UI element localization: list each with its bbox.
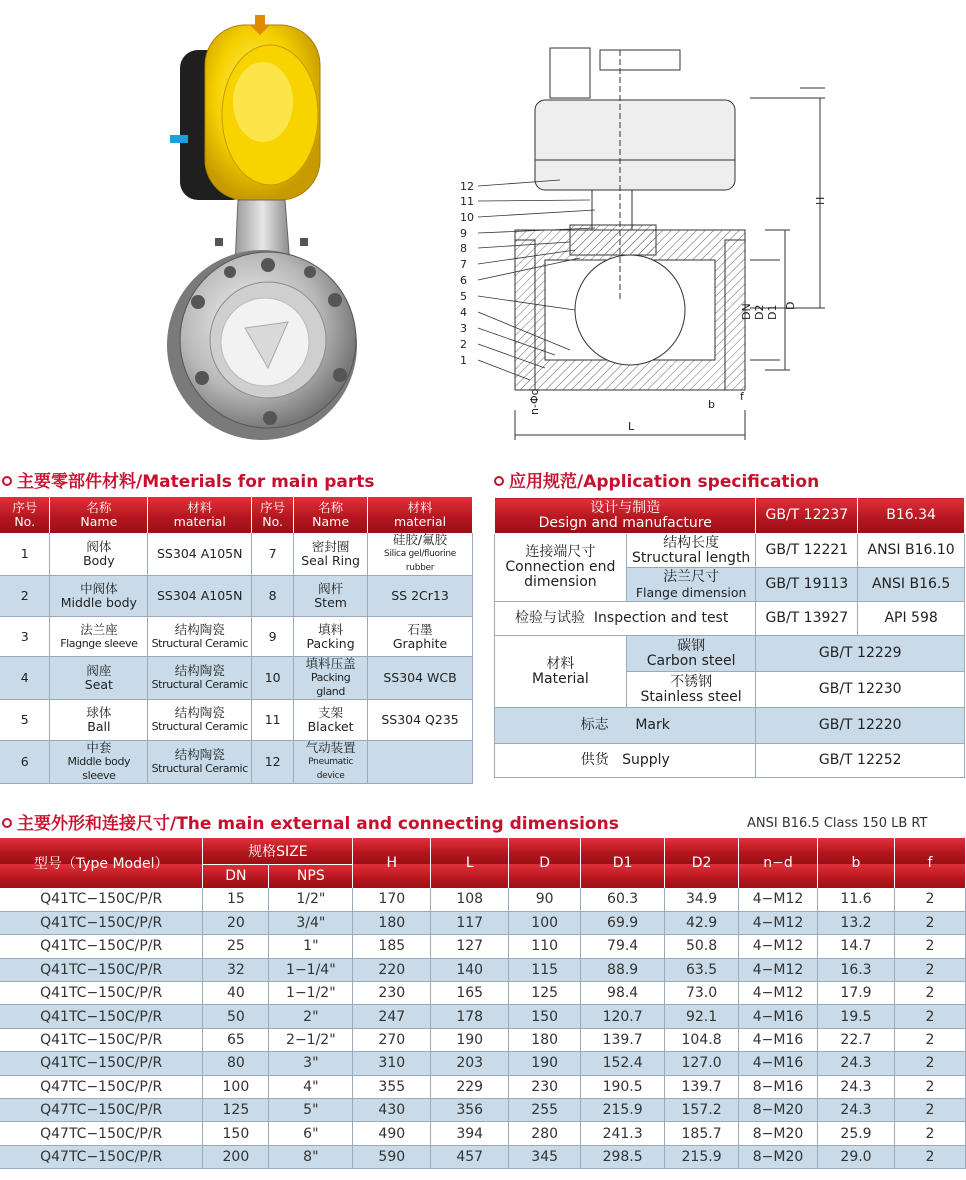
table-cell: 1" <box>269 935 353 958</box>
table-row <box>0 1075 966 1098</box>
table-cell: Q41TC−150C/P/R <box>0 935 203 958</box>
table-cell: 25.9 <box>818 1122 895 1145</box>
table-cell: Q41TC−150C/P/R <box>0 982 203 1005</box>
table-cell: 255 <box>509 1099 581 1122</box>
table-cell: 185.7 <box>665 1122 739 1145</box>
table-cell: 2 <box>894 1005 965 1028</box>
table-cell: 345 <box>509 1145 581 1168</box>
table-cell: 457 <box>431 1145 509 1168</box>
dim-D1-label: D1 <box>766 304 779 320</box>
table-cell: 11.6 <box>818 888 895 911</box>
table-cell: 40 <box>203 982 269 1005</box>
table-cell: 92.1 <box>665 1005 739 1028</box>
table-cell: 430 <box>353 1099 431 1122</box>
table-cell: 2 <box>894 888 965 911</box>
table-cell: 490 <box>353 1122 431 1145</box>
application-table: 设计与制造 Design and manufacture GB/T 12237 B16.34 连接端尺寸 Connection end dimension 结构长度 Structural length GB/T 12221 ANSI B16.10 法兰尺寸 Flange dimension GB/T 19113 ANSI B16.5 检验与试验 Inspection and test GB/T 13927 API 598 材料 Material 碳钢 Carbon steel GB/T 12229 不锈钢 Stainless steel GB/T 12230 标志 Mark GB/T 12220 供货 Supply GB/T 12252 <box>494 497 965 778</box>
table-cell: 152.4 <box>581 1052 665 1075</box>
table-cell: 139.7 <box>581 1028 665 1051</box>
table-cell: 34.9 <box>665 888 739 911</box>
table-row <box>0 1005 966 1028</box>
table-cell: 139.7 <box>665 1075 739 1098</box>
table-cell: 215.9 <box>665 1145 739 1168</box>
part-label: 2 <box>460 338 467 351</box>
part-label: 1 <box>460 354 467 367</box>
table-cell: 24.3 <box>818 1075 895 1098</box>
table-cell: 220 <box>353 958 431 981</box>
table-row <box>0 1099 966 1122</box>
table-cell: 3" <box>269 1052 353 1075</box>
table-cell: 2" <box>269 1005 353 1028</box>
table-cell: 241.3 <box>581 1122 665 1145</box>
table-cell: 42.9 <box>665 911 739 934</box>
materials-table: 序号 No. 名称 Name 材料 material 序号 No. 名称 Name 材料 material 1 阀体 Body SS304 A105N 7 密封圈 Seal Ring 硅胶/氟胶 Silica gel/fluorine rubber 2 中阀体 Middle body SS304 A105N 8 阀杆 Stem SS 2Cr13 3 法兰座 Flagnge sleeve 结构陶瓷 Structural Ceramic 9 填料 Packing 石墨 Graphite 4 阀座 Seat 结构陶瓷 Structural Ceramic 10 填料压盖 Packing gland SS304 WCB 5 球体 Ball 结构陶瓷 Structural Ceramic 11 支架 Blacket SS304 Q235 6 中套 Middle body sleeve 结构陶瓷 Structural Ceramic 12 气动装置 Pneumatic device <box>0 497 473 784</box>
table-cell: 5" <box>269 1099 353 1122</box>
table-cell: 170 <box>353 888 431 911</box>
table-cell: 2−1/2" <box>269 1028 353 1051</box>
table-cell: 120.7 <box>581 1005 665 1028</box>
table-row <box>0 1052 966 1075</box>
table-row <box>0 935 966 958</box>
table-cell: 104.8 <box>665 1028 739 1051</box>
table-cell: 4−M12 <box>739 888 818 911</box>
table-cell: 8−M20 <box>739 1099 818 1122</box>
table-cell: 2 <box>894 1028 965 1051</box>
table-cell: 355 <box>353 1075 431 1098</box>
table-cell: 125 <box>203 1099 269 1122</box>
table-cell: 2 <box>894 982 965 1005</box>
table-cell: 590 <box>353 1145 431 1168</box>
table-cell: 150 <box>203 1122 269 1145</box>
dim-b-label: b <box>708 398 715 411</box>
table-cell: 14.7 <box>818 935 895 958</box>
table-cell: 190 <box>509 1052 581 1075</box>
table-cell: 73.0 <box>665 982 739 1005</box>
table-cell: 8−M20 <box>739 1145 818 1168</box>
application-section-title: 应用规范/Application specification <box>494 467 819 492</box>
table-row <box>0 1145 966 1168</box>
table-cell: 115 <box>509 958 581 981</box>
table-cell: 6" <box>269 1122 353 1145</box>
dimensions-section-title: 主要外形和连接尺寸/The main external and connecting dimensions <box>2 809 619 834</box>
table-cell: 127 <box>431 935 509 958</box>
table-cell: 247 <box>353 1005 431 1028</box>
table-row <box>0 888 966 911</box>
part-label: 5 <box>460 290 467 303</box>
table-cell: 100 <box>203 1075 269 1098</box>
table-cell: 2 <box>894 1099 965 1122</box>
table-cell: 98.4 <box>581 982 665 1005</box>
table-cell: 90 <box>509 888 581 911</box>
part-label: 6 <box>460 274 467 287</box>
table-cell: Q41TC−150C/P/R <box>0 1052 203 1075</box>
table-cell: 185 <box>353 935 431 958</box>
table-cell: 117 <box>431 911 509 934</box>
dim-H-label: H <box>814 196 827 205</box>
part-label: 4 <box>460 306 467 319</box>
table-cell: 24.3 <box>818 1099 895 1122</box>
table-row: 4 阀座 Seat 结构陶瓷 Structural Ceramic 10 填料压盖 Packing gland SS304 WCB <box>0 657 473 700</box>
table-cell: 50 <box>203 1005 269 1028</box>
table-cell: 108 <box>431 888 509 911</box>
table-cell: 2 <box>894 1122 965 1145</box>
table-cell: Q47TC−150C/P/R <box>0 1099 203 1122</box>
table-cell: 200 <box>203 1145 269 1168</box>
table-cell: 65 <box>203 1028 269 1051</box>
table-cell: 63.5 <box>665 958 739 981</box>
table-cell: 4−M12 <box>739 958 818 981</box>
table-cell: Q41TC−150C/P/R <box>0 1005 203 1028</box>
table-cell: 229 <box>431 1075 509 1098</box>
table-row <box>0 982 966 1005</box>
table-cell: 180 <box>353 911 431 934</box>
table-cell: 1−1/2" <box>269 982 353 1005</box>
table-cell: 1−1/4" <box>269 958 353 981</box>
valve-section-drawing <box>450 10 827 440</box>
table-cell: 80 <box>203 1052 269 1075</box>
table-cell: 230 <box>509 1075 581 1098</box>
table-cell: 203 <box>431 1052 509 1075</box>
table-cell: 17.9 <box>818 982 895 1005</box>
bullet-icon <box>2 818 12 828</box>
table-cell: 25 <box>203 935 269 958</box>
table-row <box>0 1028 966 1051</box>
table-row: 3 法兰座 Flagnge sleeve 结构陶瓷 Structural Ceramic 9 填料 Packing 石墨 Graphite <box>0 616 473 657</box>
table-cell: 127.0 <box>665 1052 739 1075</box>
table-cell: 19.5 <box>818 1005 895 1028</box>
table-cell: 140 <box>431 958 509 981</box>
dim-DN-label: DN <box>740 303 753 320</box>
table-cell: 310 <box>353 1052 431 1075</box>
table-cell: 8" <box>269 1145 353 1168</box>
table-cell: 22.7 <box>818 1028 895 1051</box>
table-cell: 4−M16 <box>739 1052 818 1075</box>
table-cell: 4−M12 <box>739 935 818 958</box>
part-label: 8 <box>460 242 467 255</box>
table-cell: 3/4" <box>269 911 353 934</box>
table-cell: 2 <box>894 958 965 981</box>
table-cell: 69.9 <box>581 911 665 934</box>
table-cell: 88.9 <box>581 958 665 981</box>
table-cell: 79.4 <box>581 935 665 958</box>
table-cell: 13.2 <box>818 911 895 934</box>
table-row <box>0 958 966 981</box>
table-cell: 230 <box>353 982 431 1005</box>
table-cell: 110 <box>509 935 581 958</box>
drawing-right-dims <box>760 180 830 410</box>
table-cell: 2 <box>894 935 965 958</box>
table-cell: 394 <box>431 1122 509 1145</box>
table-cell: Q41TC−150C/P/R <box>0 1028 203 1051</box>
table-cell: 356 <box>431 1099 509 1122</box>
table-row: 6 中套 Middle body sleeve 结构陶瓷 Structural Ceramic 12 气动装置 Pneumatic device <box>0 741 473 784</box>
part-label: 3 <box>460 322 467 335</box>
dim-D2-label: D2 <box>753 304 766 320</box>
table-cell: 280 <box>509 1122 581 1145</box>
table-cell: 190 <box>431 1028 509 1051</box>
bullet-icon <box>494 476 504 486</box>
table-cell: 100 <box>509 911 581 934</box>
table-cell: Q41TC−150C/P/R <box>0 958 203 981</box>
table-cell: 270 <box>353 1028 431 1051</box>
table-cell: 180 <box>509 1028 581 1051</box>
table-cell: 157.2 <box>665 1099 739 1122</box>
part-label: 9 <box>460 227 467 240</box>
table-cell: 24.3 <box>818 1052 895 1075</box>
dim-D-label: D <box>784 301 797 310</box>
table-cell: 190.5 <box>581 1075 665 1098</box>
dim-f-label: f <box>740 390 744 403</box>
table-cell: 4−M12 <box>739 911 818 934</box>
bullet-icon <box>2 476 12 486</box>
table-cell: 2 <box>894 1075 965 1098</box>
materials-section-title: 主要零部件材料/Materials for main parts <box>2 467 374 492</box>
table-row: 1 阀体 Body SS304 A105N 7 密封圈 Seal Ring 硅胶/氟胶 Silica gel/fluorine rubber <box>0 533 473 576</box>
table-cell: Q47TC−150C/P/R <box>0 1122 203 1145</box>
table-row: 2 中阀体 Middle body SS304 A105N 8 阀杆 Stem SS 2Cr13 <box>0 576 473 617</box>
table-cell: 150 <box>509 1005 581 1028</box>
table-cell: 2 <box>894 911 965 934</box>
table-cell: 20 <box>203 911 269 934</box>
part-label: 7 <box>460 258 467 271</box>
table-cell: 4−M16 <box>739 1028 818 1051</box>
table-cell: Q41TC−150C/P/R <box>0 911 203 934</box>
valve-photo <box>150 10 380 440</box>
table-cell: 15 <box>203 888 269 911</box>
table-cell: 298.5 <box>581 1145 665 1168</box>
table-cell: 165 <box>431 982 509 1005</box>
part-label: 12 <box>460 180 474 193</box>
table-cell: 215.9 <box>581 1099 665 1122</box>
table-cell: 4" <box>269 1075 353 1098</box>
table-row <box>0 1122 966 1145</box>
dimensions-table: 型号（Type Model） 规格SIZE H L D D1 D2 n−d b f DN NPS Q41TC−150C/P/R 15 1/2" 170 108 90 60.3 34.9 4−M12 11.6 2 Q41TC−150C/P/R 20 3/4" 180 117 100 69.9 42.9 4−M12 13.2 2 Q41TC−150C/P/R 25 1" 185 127 110 79.4 50.8 4−M12 14.7 2 Q41TC−150C/P/R 32 1−1/4" 220 140 115 88.9 63.5 4−M12 16.3 2 Q41TC−150C/P/R 40 1−1/2" 230 165 125 98.4 73.0 4−M12 17.9 2 Q41TC−150C/P/R 50 2" 247 178 150 120.7 92.1 4−M16 19.5 2 Q41TC−150C/P/R 65 2−1/2" 270 190 180 139.7 104.8 4−M16 22.7 2 Q41TC−150C/P/R 80 3" 310 203 190 152.4 127.0 4−M16 24.3 2 Q47TC−150C/P/R 100 4" 355 229 230 190.5 139.7 8−M16 24.3 2 Q47TC−150C/P/R 125 5" 430 356 255 215.9 157.2 8−M20 24.3 2 Q47TC−150C/P/R 150 6" 490 394 280 241.3 185.7 8−M20 25.9 2 Q47TC−150C/P/R 200 8" 590 457 345 298.5 215.9 8−M20 29.0 2 <box>0 838 966 1169</box>
dim-nd-label: n-Φd <box>528 388 541 415</box>
table-cell: 8−M20 <box>739 1122 818 1145</box>
table-cell: 125 <box>509 982 581 1005</box>
table-cell: 1/2" <box>269 888 353 911</box>
table-cell: 4−M12 <box>739 982 818 1005</box>
standard-note: ANSI B16.5 Class 150 LB RT <box>747 816 928 831</box>
table-cell: 2 <box>894 1052 965 1075</box>
table-cell: Q41TC−150C/P/R <box>0 888 203 911</box>
table-cell: 60.3 <box>581 888 665 911</box>
table-cell: 16.3 <box>818 958 895 981</box>
part-label: 11 <box>460 195 474 208</box>
table-cell: Q47TC−150C/P/R <box>0 1075 203 1098</box>
dim-L-label: L <box>628 420 635 433</box>
table-cell: 8−M16 <box>739 1075 818 1098</box>
table-cell: 178 <box>431 1005 509 1028</box>
table-cell: 29.0 <box>818 1145 895 1168</box>
table-row <box>0 911 966 934</box>
table-cell: 32 <box>203 958 269 981</box>
table-cell: 50.8 <box>665 935 739 958</box>
table-cell: 4−M16 <box>739 1005 818 1028</box>
table-cell: Q47TC−150C/P/R <box>0 1145 203 1168</box>
table-cell: 2 <box>894 1145 965 1168</box>
part-label: 10 <box>460 211 474 224</box>
table-row: 5 球体 Ball 结构陶瓷 Structural Ceramic 11 支架 Blacket SS304 Q235 <box>0 700 473 741</box>
